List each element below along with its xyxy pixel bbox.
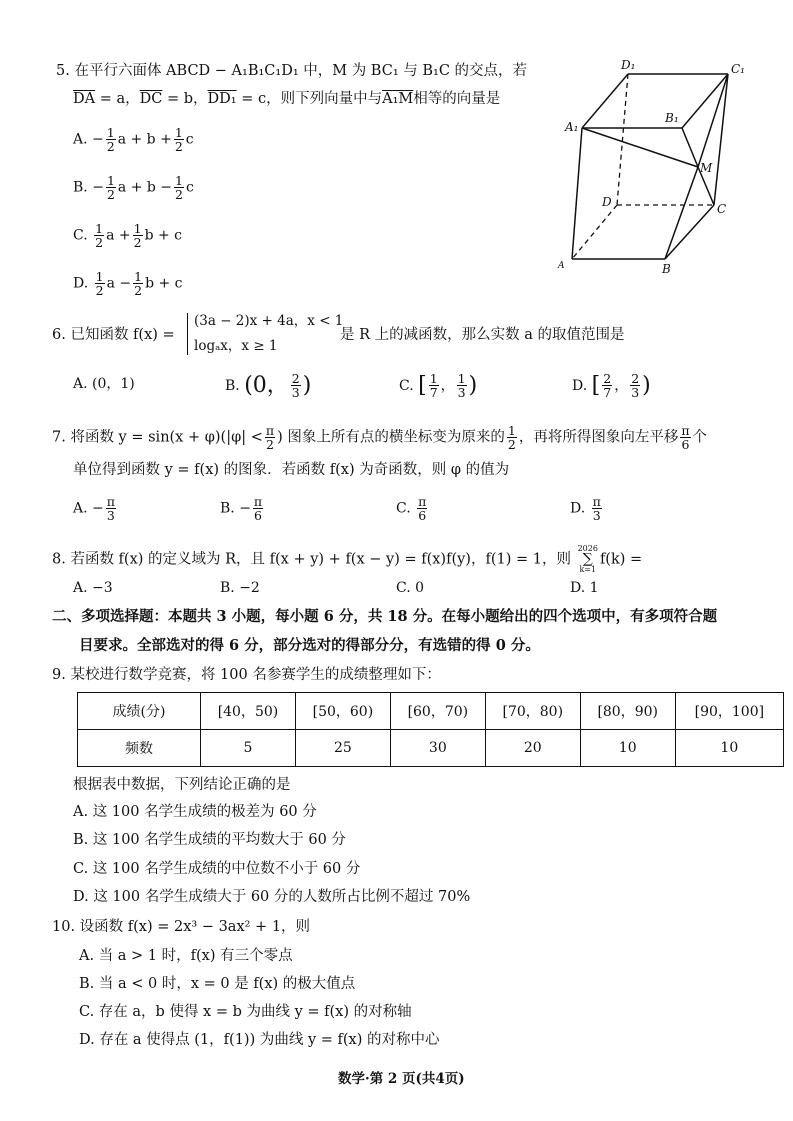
q6-case2: logₐx，x ≥ 1 xyxy=(194,338,278,354)
table-cell: [50，60) xyxy=(295,693,390,730)
q7-option-a: A. − $\frac{\pi}{3}$ xyxy=(73,494,115,524)
q9-option-c: C. 这 100 名学生成绩的中位数不小于 60 分 xyxy=(73,861,361,877)
table-cell: 10 xyxy=(675,730,783,767)
q9-option-d: D. 这 100 名学生成绩大于 60 分的人数所占比例不超过 70% xyxy=(73,889,471,905)
q6-pre: 6. 已知函数 f(x) = xyxy=(52,327,175,343)
q9-lead: 根据表中数据，下列结论正确的是 xyxy=(73,777,291,793)
q5-option-b: B. − $\frac{1}{2}$ a + b − $\frac{1}{2}$ c xyxy=(73,173,194,203)
q5-option-a: A. − $\frac{1}{2}$ a + b + $\frac{1}{2}$ c xyxy=(73,125,194,155)
q6-brace xyxy=(187,313,188,355)
q8-summation: 2026 ∑ k=1 xyxy=(577,544,598,574)
vector-da: $\overline{DA}$ xyxy=(73,91,96,107)
q6-option-d: D. [ $\frac{2}{7}$ ， $\frac{2}{3}$ ) xyxy=(572,371,651,401)
q8-option-b: B. −2 xyxy=(220,580,260,596)
label-m: M xyxy=(700,161,713,175)
vector-dd1: DD₁ xyxy=(207,91,237,107)
table-cell: 10 xyxy=(580,730,675,767)
table-cell: 20 xyxy=(485,730,580,767)
table-row xyxy=(78,693,784,730)
q6-post: 是 R 上的减函数，那么实数 a 的取值范围是 xyxy=(340,327,625,343)
table-cell: [60，70) xyxy=(390,693,485,730)
q6-case1: (3a − 2)x + 4a，x < 1 xyxy=(194,313,344,329)
q5-stem-line2: $\overline{DA} = a$，$\overline{DC} = b$，DD₁ = c，则下列向量中与A₁M相等的向量是 xyxy=(73,91,501,107)
q7-option-b: B. − $\frac{\pi}{6}$ xyxy=(220,494,263,524)
section2-heading-line1: 二、多项选择题：本题共 3 小题，每小题 6 分，共 18 分。在每小题给出的四个选项中，有多项符合题 xyxy=(52,608,718,625)
section2-heading-line2: 目要求。全部选对的得 6 分，部分选对的得部分分，有选错的得 0 分。 xyxy=(79,637,540,654)
label-b1: B₁ xyxy=(665,111,679,125)
table-cell: 30 xyxy=(390,730,485,767)
q10-option-c: C. 存在 a，b 使得 x = b 为曲线 y = f(x) 的对称轴 xyxy=(79,1004,412,1020)
label-d: D xyxy=(602,195,612,209)
table-cell: 25 xyxy=(295,730,390,767)
label-b: B xyxy=(662,262,671,276)
q5-option-d: D. $\frac{1}{2}$ a − $\frac{1}{2}$ b + c xyxy=(73,269,183,299)
q8-option-a: A. −3 xyxy=(73,580,113,596)
q5-option-c: C. $\frac{1}{2}$ a + $\frac{1}{2}$ b + c xyxy=(73,221,182,251)
table-cell: [90，100] xyxy=(675,693,783,730)
table-cell: [40，50) xyxy=(201,693,296,730)
label-a: A xyxy=(558,261,565,271)
table-cell: 频数 xyxy=(78,730,201,767)
q6-option-a: A. (0，1) xyxy=(73,376,135,392)
q8-option-d: D. 1 xyxy=(570,580,599,596)
table-cell: 成绩(分) xyxy=(78,693,201,730)
q6-option-b: B. (0， $\frac{2}{3}$ ) xyxy=(225,371,312,401)
q6-option-c: C. [ $\frac{1}{7}$ ， $\frac{1}{3}$ ) xyxy=(399,371,478,401)
label-c1: C₁ xyxy=(731,62,745,76)
parallelepiped-figure xyxy=(555,55,770,280)
table-cell: [80，90) xyxy=(580,693,675,730)
q8-option-c: C. 0 xyxy=(396,580,425,596)
q8-stem: 8. 若函数 f(x) 的定义域为 R，且 f(x + y) + f(x − y) = f(x)f(y)，f(1) = 1，则 2026 ∑ k=1 f(k) = xyxy=(52,544,643,574)
page-footer: 数学·第 2 页(共4页) xyxy=(338,1071,465,1087)
q9-stem: 9. 某校进行数学竞赛，将 100 名参赛学生的成绩整理如下： xyxy=(52,667,441,683)
table-cell: [70，80) xyxy=(485,693,580,730)
q7-option-d: D. $\frac{\pi}{3}$ xyxy=(570,494,601,524)
grades-table xyxy=(77,692,784,767)
q10-option-d: D. 存在 a 使得点 (1，f(1)) 为曲线 y = f(x) 的对称中心 xyxy=(79,1032,440,1048)
q7-stem-line2: 单位得到函数 y = f(x) 的图象．若函数 f(x) 为奇函数，则 φ 的值为 xyxy=(73,462,510,478)
q7-option-c: C. $\frac{\pi}{6}$ xyxy=(396,494,427,524)
table-row xyxy=(78,730,784,767)
q10-option-b: B. 当 a < 0 时，x = 0 是 f(x) 的极大值点 xyxy=(79,976,356,992)
q10-option-a: A. 当 a > 1 时，f(x) 有三个零点 xyxy=(79,948,293,964)
q5-stem-line1: 5. 在平行六面体 ABCD − A₁B₁C₁D₁ 中，M 为 BC₁ 与 B₁C 的交点，若 xyxy=(56,63,528,79)
q9-option-b: B. 这 100 名学生成绩的平均数大于 60 分 xyxy=(73,832,346,848)
q10-stem: 10. 设函数 f(x) = 2x³ − 3ax² + 1，则 xyxy=(52,919,311,935)
label-d1: D₁ xyxy=(621,58,636,72)
label-a1: A₁ xyxy=(565,120,579,134)
vector-dc: $\overline{DC}$ xyxy=(139,91,163,107)
table-cell: 5 xyxy=(201,730,296,767)
vector-a1m: A₁M xyxy=(382,91,414,107)
label-c: C xyxy=(717,202,727,216)
q7-stem-line1: 7. 将函数 y = sin(x + φ)(|φ| < $\frac{\pi}{2}$ ) 图象上所有点的横坐标变为原来的 $\frac{1}{2}$ ，再将所得图象向左平移 $\frac{\pi}{6}$ 个 xyxy=(52,423,708,453)
q9-option-a: A. 这 100 名学生成绩的极差为 60 分 xyxy=(73,804,317,820)
